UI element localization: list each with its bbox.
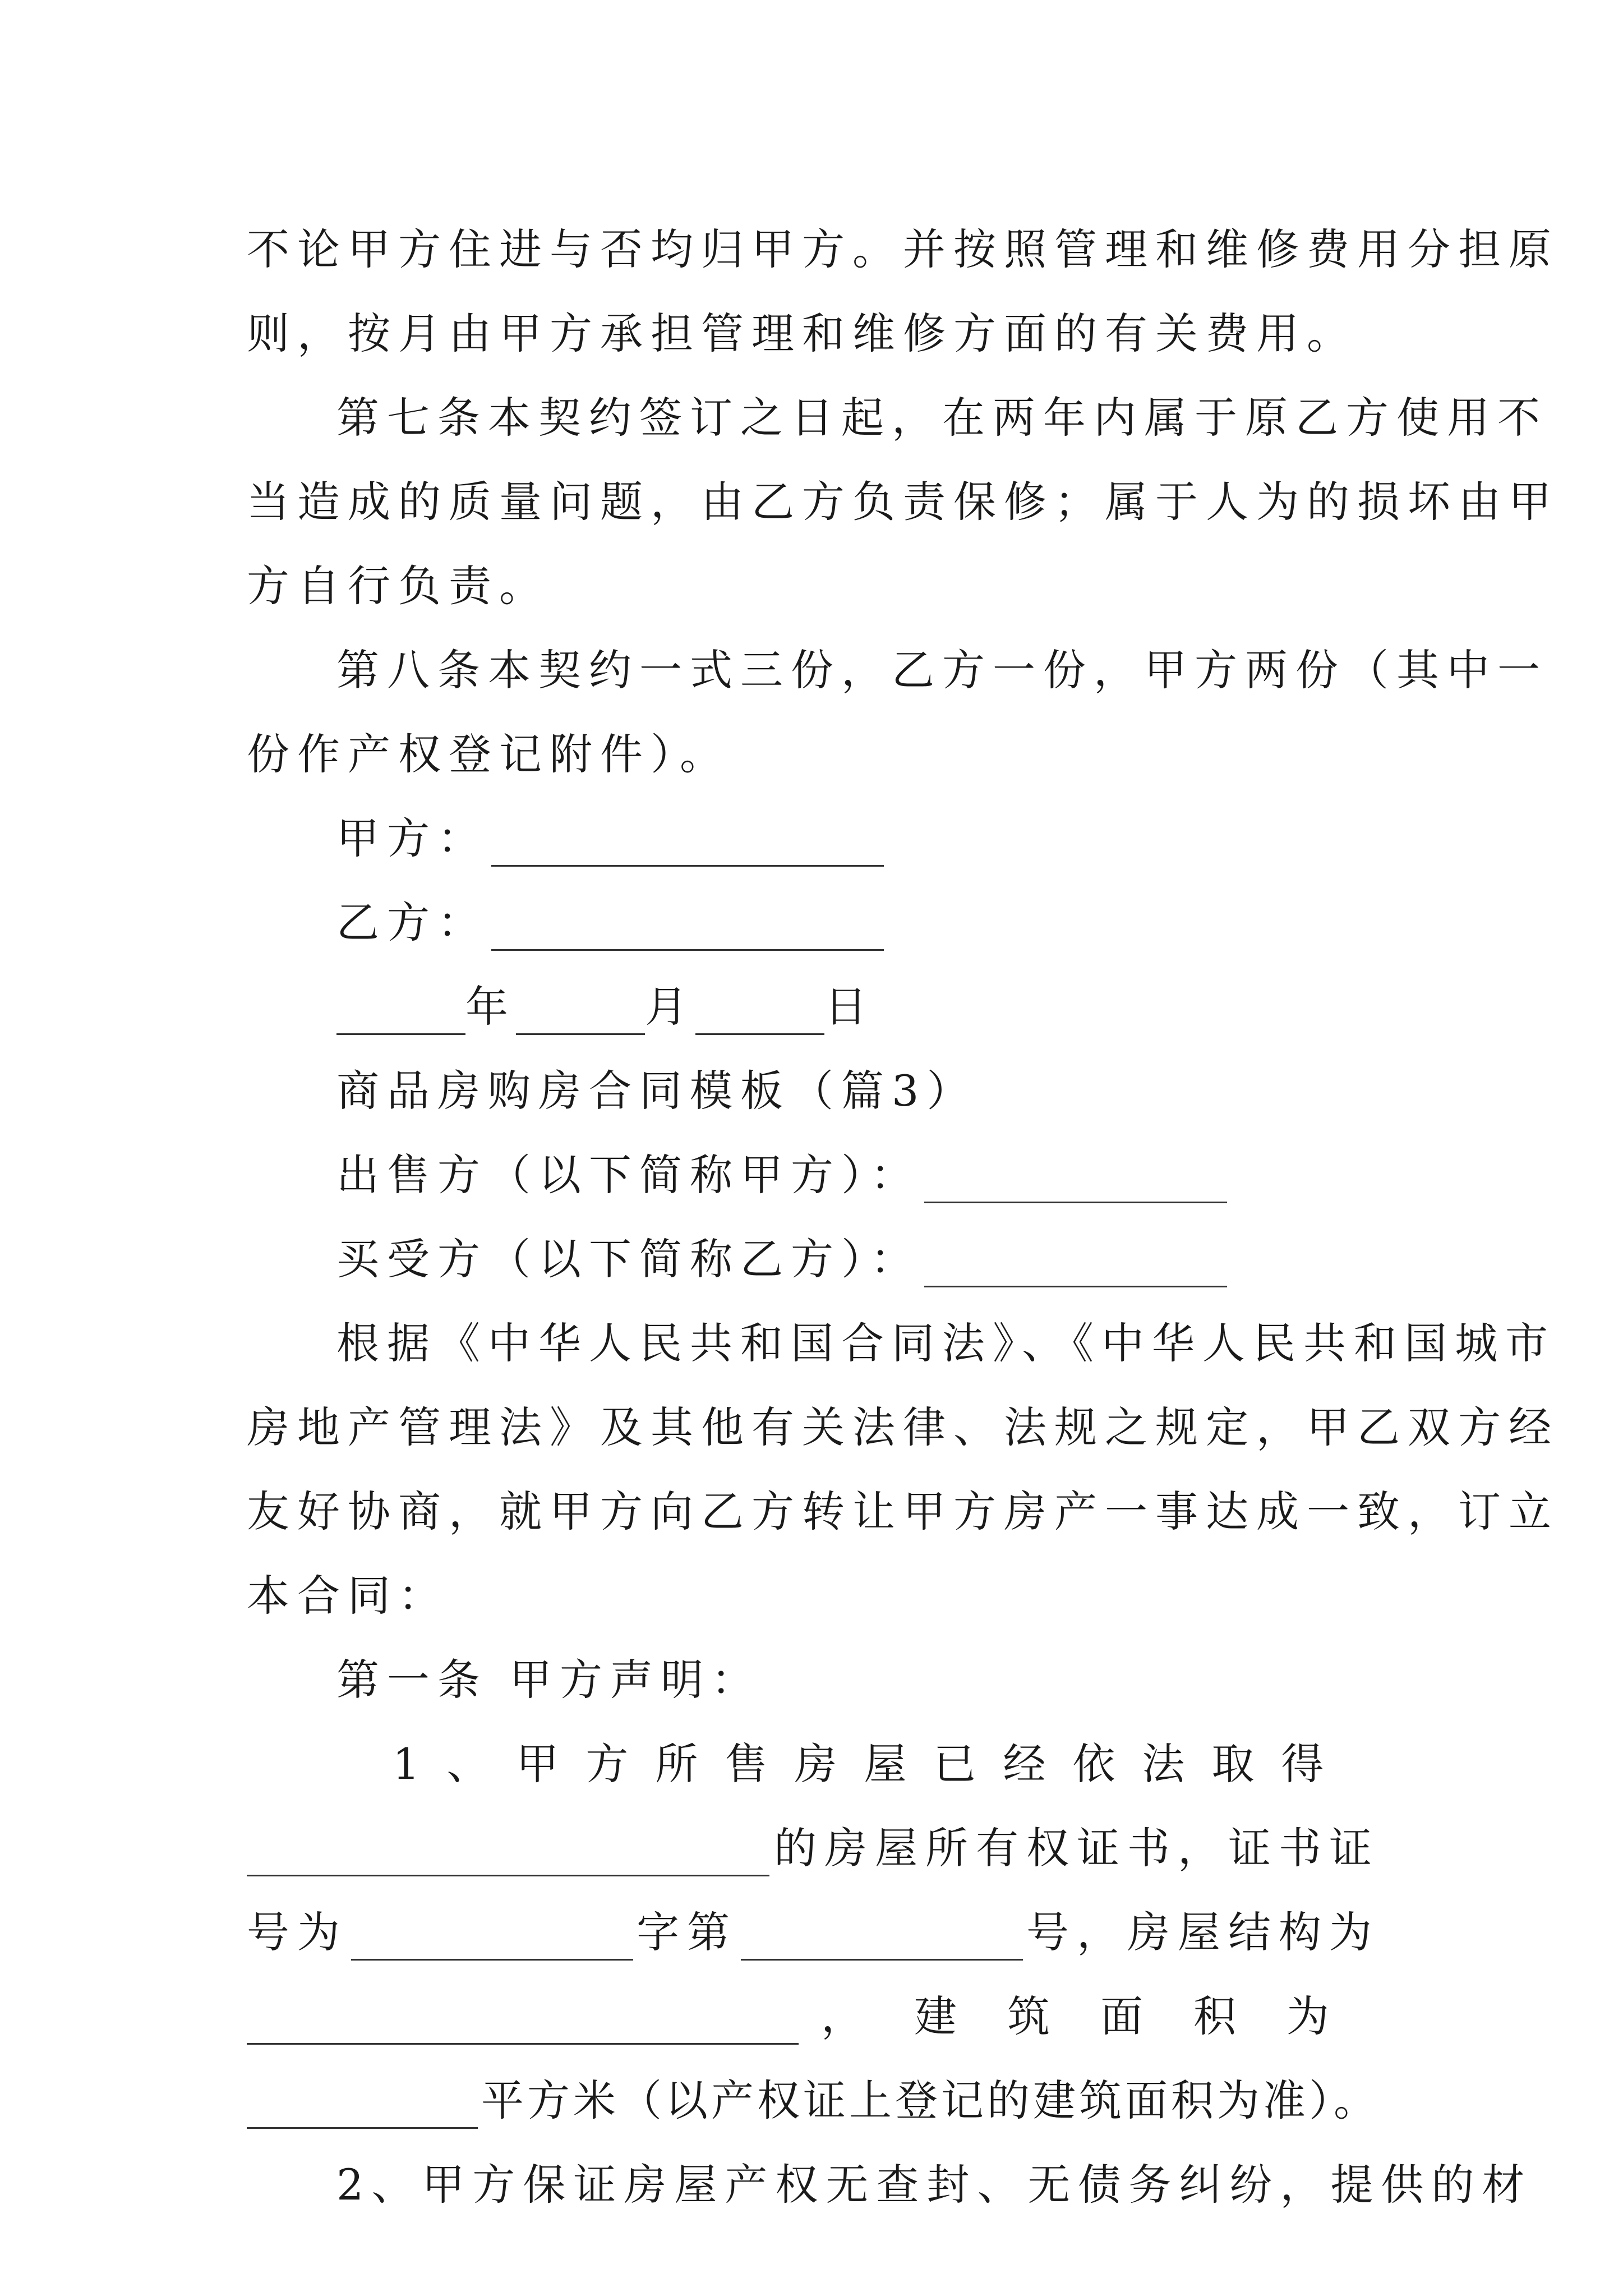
number-label: 号为 bbox=[247, 1907, 348, 1957]
seller-label: 出售方（以下简称甲方）： bbox=[336, 1150, 921, 1200]
seller-line bbox=[336, 1147, 1469, 1203]
item1-line5 bbox=[247, 2073, 1380, 2129]
paragraph-line: 当造成的质量问题，由乙方负责保修；属于人为的损坏由甲 bbox=[247, 477, 1559, 527]
paragraph-line: 则，按月由甲方承担管理和维修方面的有关费用。 bbox=[247, 309, 1357, 358]
area-label: ，建筑面积为 bbox=[821, 1991, 1380, 2041]
paragraph-line: 方自行负责。 bbox=[247, 561, 550, 611]
year-blank bbox=[336, 994, 465, 1035]
party-a-signature-line bbox=[336, 811, 1469, 867]
word-no-label: 字第 bbox=[637, 1907, 737, 1957]
party-b-blank bbox=[491, 910, 884, 951]
seller-blank bbox=[924, 1162, 1227, 1203]
day-blank bbox=[695, 994, 824, 1035]
buyer-line bbox=[336, 1231, 1469, 1287]
certificate-word-blank bbox=[351, 1920, 633, 1961]
section-title: 商品房购房合同模板（篇3） bbox=[336, 1066, 978, 1116]
party-a-label: 甲方： bbox=[336, 813, 488, 863]
party-b-label: 乙方： bbox=[336, 898, 488, 947]
paragraph-line: 本合同： bbox=[247, 1571, 449, 1621]
year-label: 年 bbox=[465, 982, 516, 1032]
paragraph-line: 友好协商，就甲方向乙方转让甲方房产一事达成一致，订立 bbox=[247, 1487, 1559, 1536]
structure-label: 号，房屋结构为 bbox=[1026, 1907, 1380, 1957]
structure-blank bbox=[247, 2004, 799, 2045]
item1-line2-text: 的房屋所有权证书，证书证 bbox=[774, 1823, 1380, 1873]
paragraph-line: 不论甲方住进与否均归甲方。并按照管理和维修费用分担原 bbox=[247, 224, 1559, 274]
item1-line3 bbox=[247, 1904, 1380, 1961]
buyer-blank bbox=[924, 1246, 1227, 1287]
article-title: 第一条 甲方声明： bbox=[336, 1655, 762, 1705]
buyer-label: 买受方（以下简称乙方）： bbox=[336, 1234, 921, 1284]
item1-line4 bbox=[247, 1989, 1380, 2045]
certificate-number-blank bbox=[741, 1920, 1023, 1961]
paragraph-line: 根据《中华人民共和国合同法》、《中华人民共和国城市 bbox=[336, 1318, 1556, 1368]
day-label: 日 bbox=[824, 982, 875, 1032]
item2-line1: 2、甲方保证房屋产权无查封、无债务纠纷，提供的材 bbox=[336, 2160, 1533, 2210]
paragraph-line: 第八条本契约一式三份，乙方一份，甲方两份（其中一 bbox=[336, 645, 1548, 695]
party-b-signature-line bbox=[336, 895, 1469, 951]
certificate-blank bbox=[247, 1835, 769, 1876]
area-blank bbox=[247, 2088, 478, 2129]
date-line bbox=[336, 979, 1469, 1035]
paragraph-line: 房地产管理法》及其他有关法律、法规之规定，甲乙双方经 bbox=[247, 1402, 1559, 1452]
month-blank bbox=[516, 994, 645, 1035]
paragraph-line: 份作产权登记附件）。 bbox=[247, 729, 730, 779]
item1-line5-text: 平方米（以产权证上登记的建筑面积为准）。 bbox=[481, 2076, 1380, 2125]
month-label: 月 bbox=[645, 982, 695, 1032]
paragraph-line: 第七条本契约签订之日起，在两年内属于原乙方使用不 bbox=[336, 393, 1548, 443]
party-a-blank bbox=[491, 826, 884, 867]
item1-line2 bbox=[247, 1820, 1380, 1876]
item1-line1: 1、甲方所售房屋已经依法取得 bbox=[393, 1739, 1351, 1789]
